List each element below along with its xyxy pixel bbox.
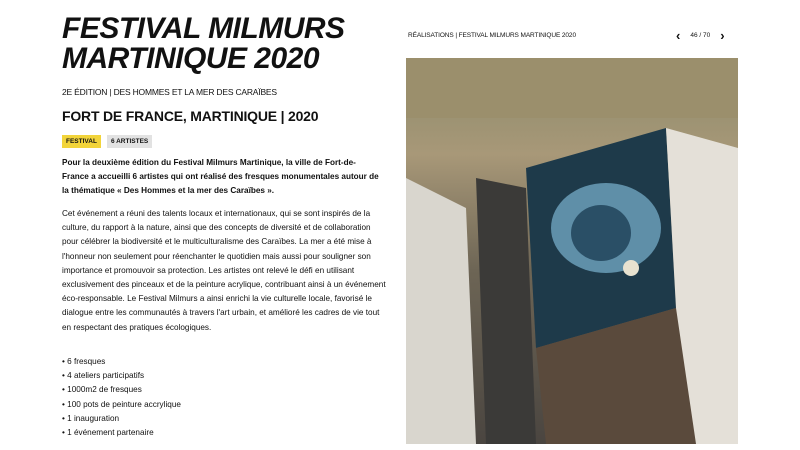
body-text: Cet événement a réuni des talents locaux et internationaux, qui se sont inspirés de la culture, du rapport à la nature, ainsi que des concepts de diversité et de collaboration pour célébrer la biodiversité et le multiculturalisme des Caraïbes. La mer a été mise à l'honneur non seulement pour réenchanter le quotidien mais aussi pour souligner son importance et promouvoir sa protection. Les artistes ont relevé le défi en utilisant exclusivement des pinceaux et de la peinture acrylique, contribuant ainsi à un événement éco-responsable. Le Festival Milmurs a ainsi enrichi la vie culturelle locale, favorisé le dialogue entre les communautés à travers l'art urbain, et amélioré les cadres de vie tout en respectant des pratiques écologiques.	[62, 209, 386, 332]
list-item: • 100 pots de peinture accrylique	[62, 398, 181, 412]
tags	[62, 135, 152, 148]
stats-list	[62, 355, 181, 440]
page-title: FESTIVAL MILMURS MARTINIQUE 2020	[62, 12, 345, 75]
next-arrow-icon[interactable]: ›	[720, 28, 725, 43]
prev-arrow-icon[interactable]: ‹	[676, 28, 681, 43]
intro-text: Pour la deuxième édition du Festival Milmurs Martinique, la ville de Fort-de-France a accueilli 6 artistes qui ont réalisé des fresques monumentales autour de la thématique « Des Hommes et la mer des Caraïbes ».	[62, 158, 379, 195]
tag-festival: FESTIVAL	[62, 135, 101, 148]
list-item: • 1000m2 de fresques	[62, 383, 181, 397]
mural-photo	[406, 58, 738, 444]
list-item: • 4 ateliers participatifs	[62, 369, 181, 383]
page-counter: 46 / 70	[690, 32, 711, 39]
location-heading: FORT DE FRANCE, MARTINIQUE | 2020	[62, 108, 319, 124]
breadcrumb[interactable]: RÉALISATIONS | FESTIVAL MILMURS MARTINIQUE 2020	[408, 32, 576, 39]
subtitle: 2E ÉDITION | DES HOMMES ET LA MER DES CARAÏBES	[62, 87, 277, 97]
list-item: • 1 événement partenaire	[62, 426, 181, 440]
list-item: • 1 inauguration	[62, 412, 181, 426]
tag-artists: 6 ARTISTES	[107, 135, 152, 148]
pager	[676, 28, 725, 43]
list-item: • 6 fresques	[62, 355, 181, 369]
